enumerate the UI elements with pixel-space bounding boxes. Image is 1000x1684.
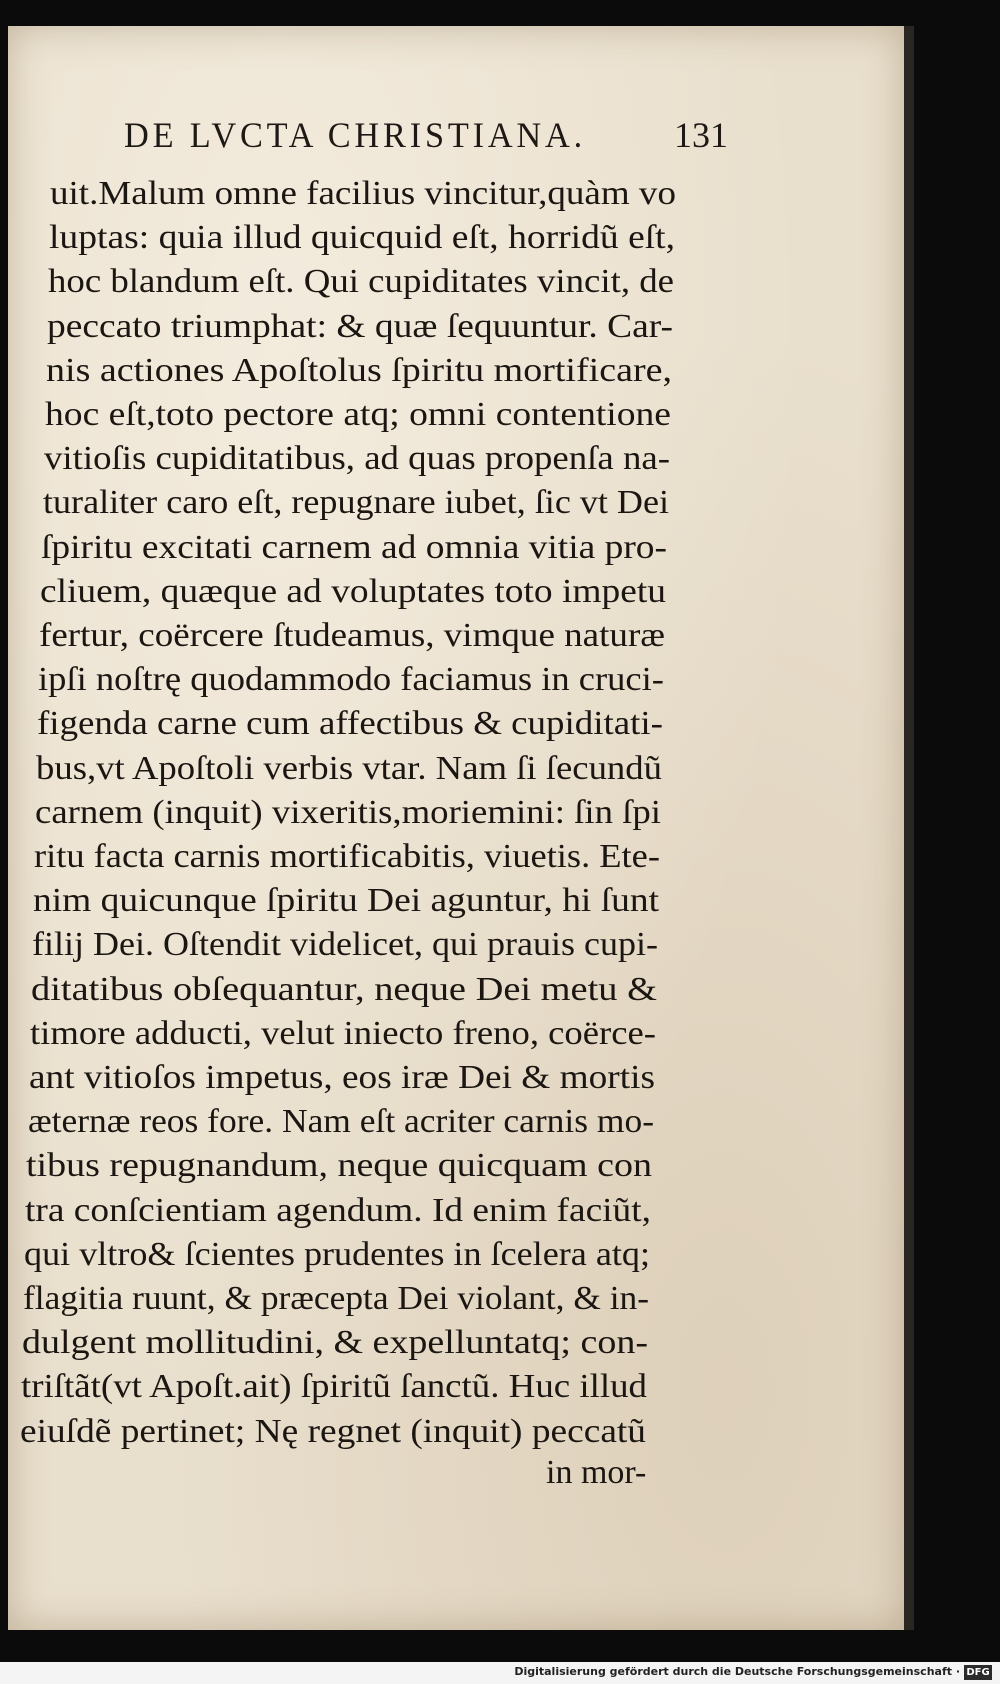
page-number: 131 xyxy=(674,115,728,155)
text-line: tibus repugnandum, neque quicquam con xyxy=(26,1147,653,1185)
text-line: figenda carne cum affectibus & cupiditati- xyxy=(37,705,664,743)
text-line: eiuſdẽ pertinet; Nę regnet (inquit) peccatũ xyxy=(20,1412,647,1450)
text-line: ritu facta carnis mortificabitis, viuetis. Ete- xyxy=(33,838,660,875)
text-line: uit.Malum omne facilius vincitur,quàm vo xyxy=(50,175,676,212)
text-line: nis actiones Apoſtolus ſpiritu mortificare, xyxy=(45,351,672,389)
text-line: cliuem, quæque ad voluptates toto impetu xyxy=(40,572,667,610)
text-line: ipſi noſtrę quodammodo faciamus in cruci- xyxy=(38,661,665,699)
text-line: dulgent mollitudini, & expelluntatq; con- xyxy=(22,1324,649,1362)
text-line: carnem (inquit) vixeritis,moriemini: ſin ſpi xyxy=(35,793,662,831)
text-line: triſtãt(vt Apoſt.ait) ſpiritũ ſanctũ. Huc illud xyxy=(21,1368,648,1406)
page-header xyxy=(8,106,904,156)
text-line: ditatibus obſequantur, neque Dei metu & xyxy=(30,970,657,1008)
text-line: vitioſis cupiditatibus, ad quas propenſa na- xyxy=(43,440,670,478)
text-line: tra conſcientiam agendum. Id enim faciũt, xyxy=(25,1191,652,1229)
text-line: turaliter caro eſt, repugnare iubet, ſic vt Dei xyxy=(42,484,669,522)
text-line: qui vltro& ſcientes prudentes in ſcelera atq; xyxy=(24,1235,651,1273)
text-line: filij Dei. Oſtendit videlicet, qui prauis cupi- xyxy=(31,926,658,964)
page-edge xyxy=(904,26,914,1630)
catchword: in mor- xyxy=(546,1454,647,1491)
text-line: hoc blandum eſt. Qui cupiditates vincit, de xyxy=(47,263,674,301)
text-line: flagitia ruunt, & præcepta Dei violant, & in- xyxy=(23,1280,650,1317)
text-line: hoc eſt,toto pectore atq; omni contentione xyxy=(44,396,671,433)
text-line: æternæ reos fore. Nam eſt acriter carnis mo- xyxy=(27,1103,654,1141)
text-line: luptas: quia illud quicquid eſt, horridũ eſt, xyxy=(48,219,675,257)
text-line: bus,vt Apoſtoli verbis vtar. Nam ſi ſecundũ xyxy=(36,749,663,787)
text-line: timore adducti, velut iniecto freno, coërce- xyxy=(29,1014,656,1052)
text-line: ant vitioſos impetus, eos iræ Dei & mortis xyxy=(28,1059,655,1096)
text-line: nim quicunque ſpiritu Dei aguntur, hi ſunt xyxy=(32,882,659,920)
dfg-logo: DFG xyxy=(964,1665,992,1680)
digitization-footer xyxy=(0,1662,1000,1684)
running-title: DE LVCTA CHRISTIANA. xyxy=(124,115,586,155)
footer-credit: Digitalisierung gefördert durch die Deutsche Forschungsgemeinschaft · xyxy=(514,1665,960,1678)
text-line: peccato triumphat: & quæ ſequuntur. Car- xyxy=(46,307,673,345)
book-page xyxy=(8,26,904,1630)
text-line: fertur, coërcere ſtudeamus, vimque naturæ xyxy=(39,617,666,654)
text-line: ſpiritu excitati carnem ad omnia vitia pro- xyxy=(41,528,668,566)
